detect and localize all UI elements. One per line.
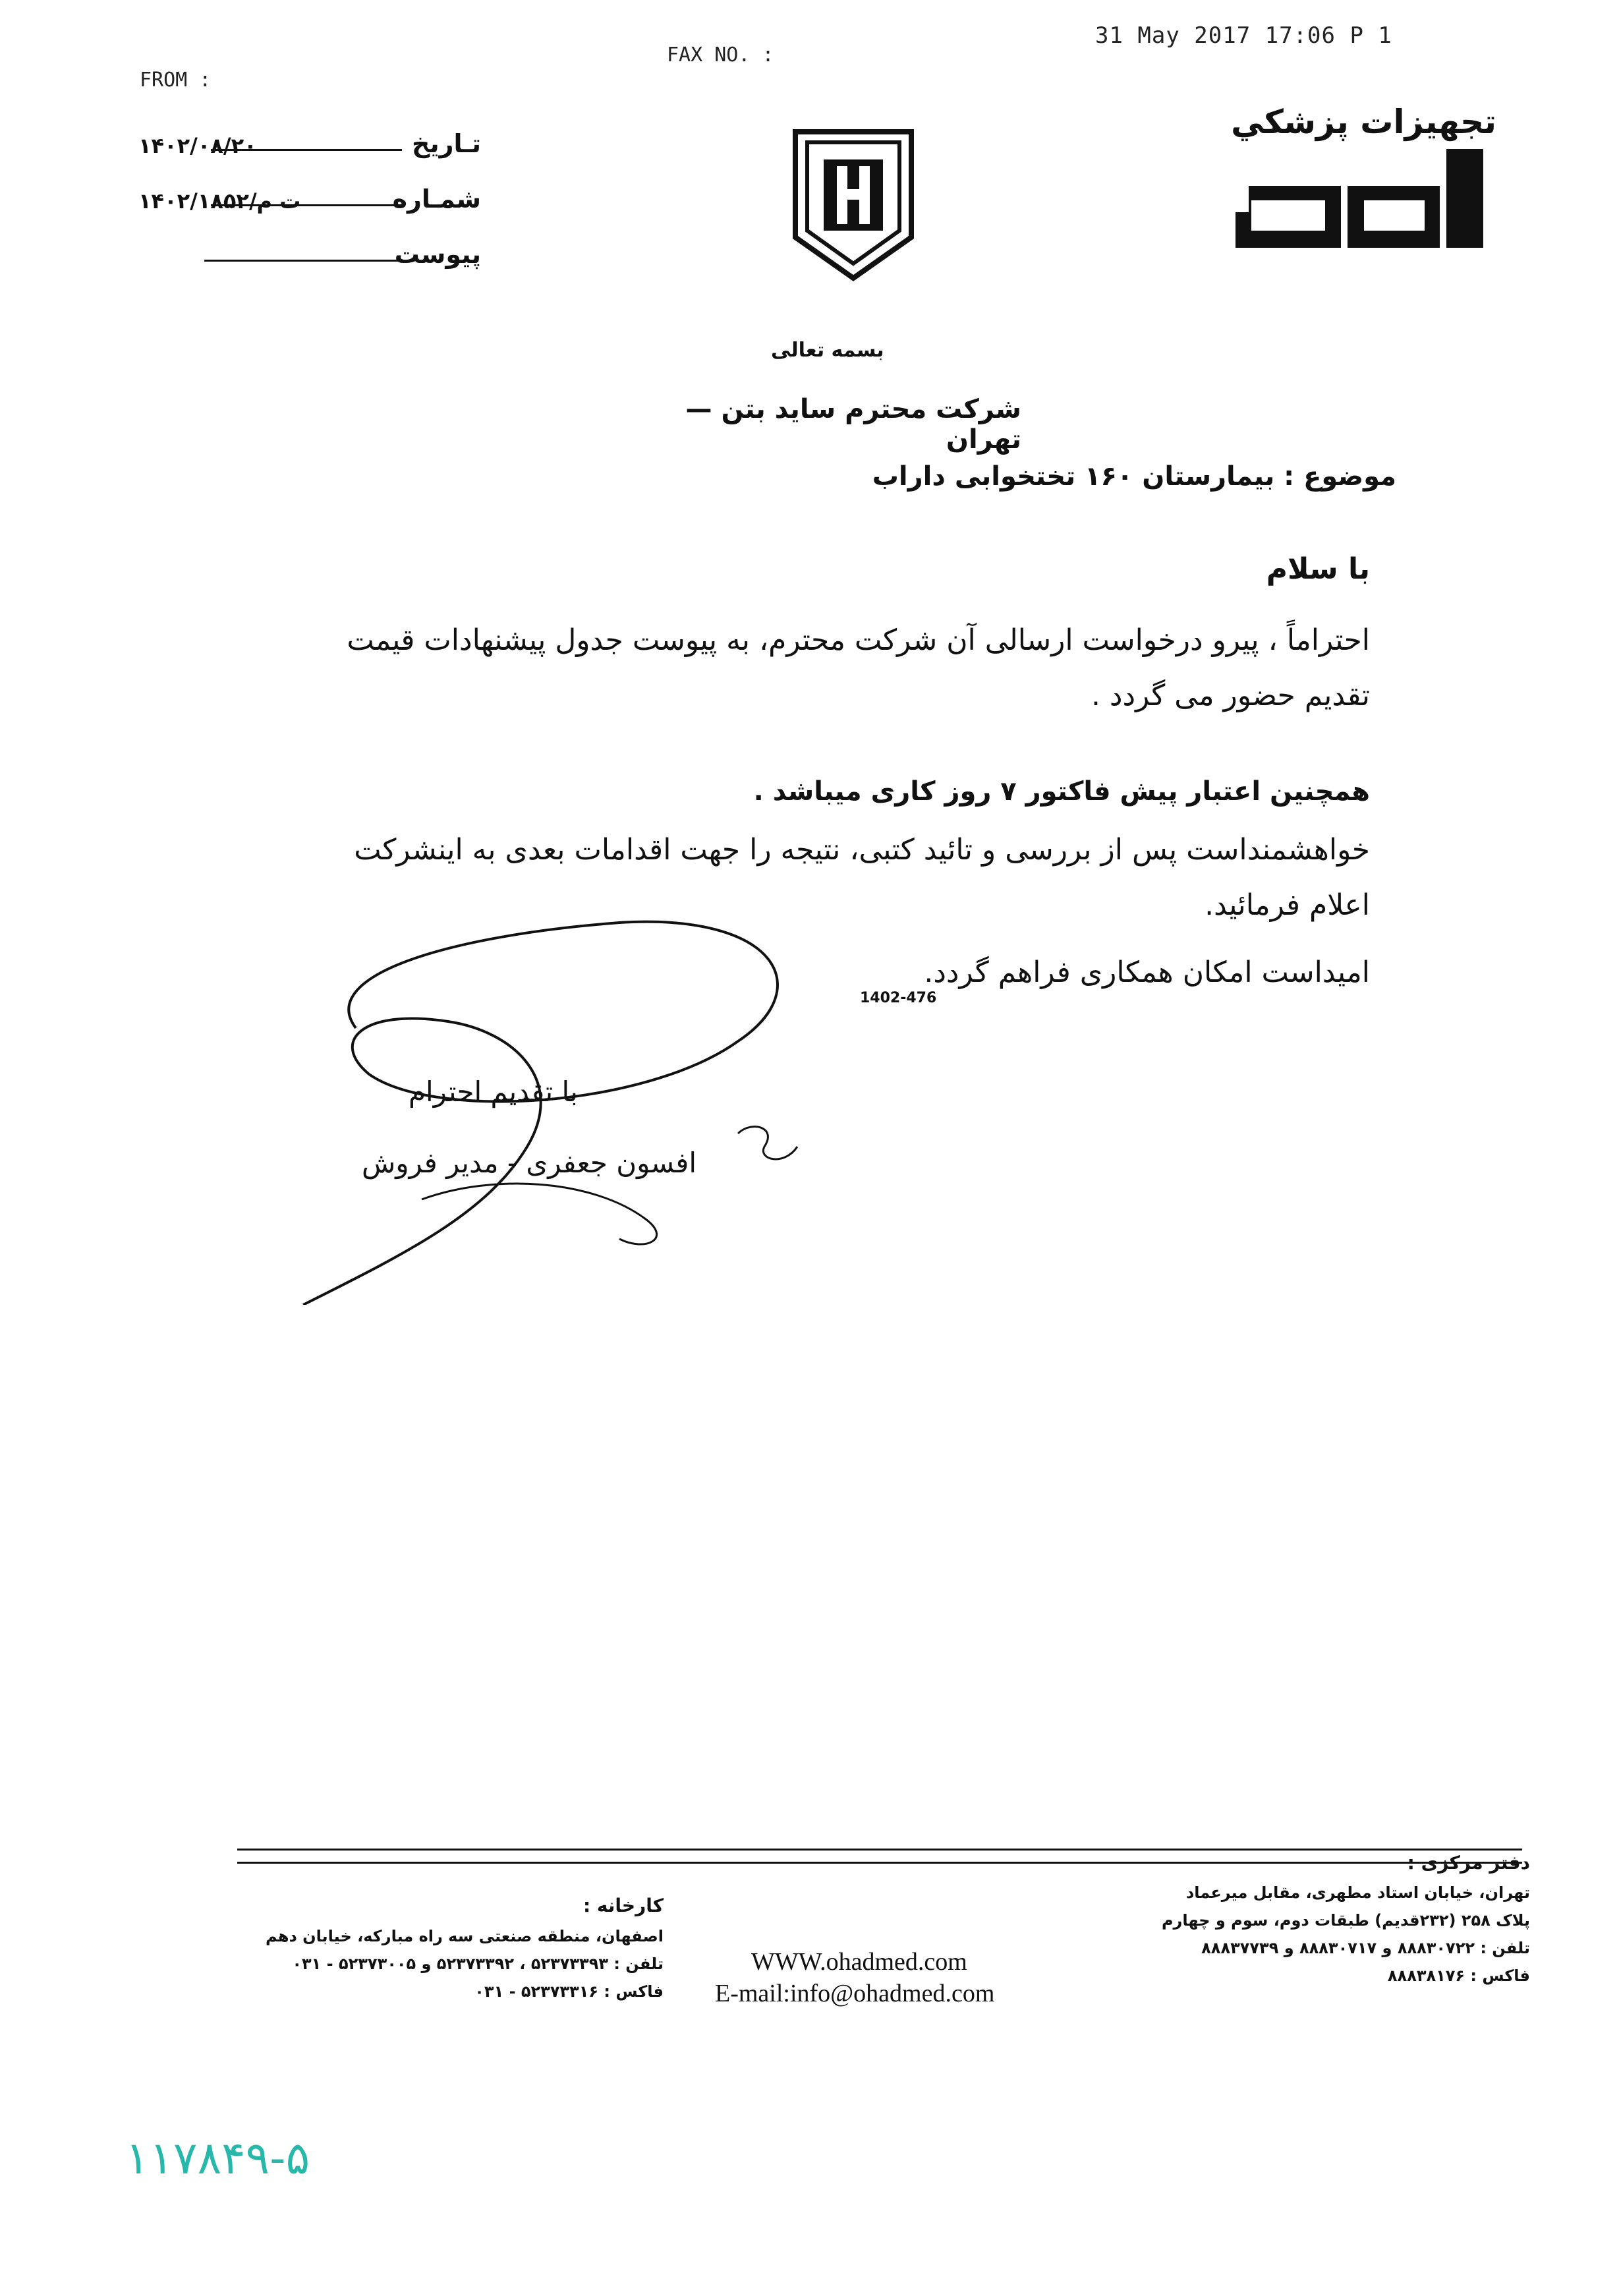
hq-fax: فاكس : ۸۸۸۳۸۱۷۶: [1387, 1966, 1530, 1985]
paragraph-price-offer: احتراماً ، پيرو درخواست ارسالى آن شركت محترم، به پيوست جدول پيشنهادات قيمت تقديم حضور مى گردد .: [347, 623, 1370, 712]
greeting: با سلام: [1266, 552, 1370, 586]
closing-hope-line: اميداست امكان همكارى فراهم گردد.: [924, 956, 1370, 989]
paragraph-request-confirmation: خواهشمنداست پس از بررسى و تائيد كتبى، نتيجه را جهت اقدامات بعدى به اينشركت اعلام فرمائيد.: [354, 833, 1370, 922]
attachment-label: پيوست: [394, 240, 481, 269]
factory-phone: تلفن : ۵۲۳۷۳۳۹۳ ، ۵۲۳۷۳۳۹۲ و ۵۲۳۷۳۰۰۵ - ۰۳۱: [292, 1955, 664, 1973]
email-address: E-mail:info@ohadmed.com: [715, 1980, 995, 2007]
closing-regards: با تقديم احترام: [409, 1076, 578, 1108]
hospital-h-logo: [787, 125, 919, 283]
hq-address: تهران، خيابان استاد مطهرى، مقابل ميرعماد: [1185, 1883, 1530, 1902]
hq-phone: تلفن : ۸۸۸۳۰۷۲۲ و ۸۸۸۳۰۷۱۷ و ۸۸۸۳۷۷۳۹: [1201, 1939, 1530, 1957]
fax-from-label: FROM :: [140, 69, 212, 92]
attachment-row: [138, 240, 481, 279]
brand-wordmark-logo: [1229, 146, 1492, 252]
hq-title: دفتر مركزى :: [1407, 1852, 1530, 1874]
number-label: شمـاره: [392, 185, 481, 214]
hq-plaque: پلاک ۲۵۸ (۲۳۲قديم) طبقات دوم، سوم و چهارم: [1161, 1911, 1530, 1930]
footer-divider: [237, 1849, 1522, 1851]
fax-timestamp: 31 May 2017 17:06 P 1: [1095, 22, 1392, 49]
factory-fax: فاكس : ۵۲۳۷۳۳۱۶ - ۰۳۱: [474, 1982, 664, 2001]
archive-number-handwritten: ۱۱۷۸۴۹-۵: [125, 2133, 310, 2185]
fax-number-label: FAX NO. :: [667, 43, 774, 67]
footer-divider: [237, 1862, 1522, 1864]
date-value: ۱۴۰۲/۰۸/۲۰: [138, 133, 257, 158]
basmala: بسمه تعالى: [771, 339, 884, 362]
number-value: ۱۴۰۲/ت م/۱۸۵۲: [138, 188, 301, 214]
date-label: تـاريخ: [411, 129, 481, 158]
recipient-line: شركت محترم سايد بتن — تهران: [685, 394, 1021, 455]
brand-tagline: تجهيزات پزشكي: [1231, 103, 1496, 141]
subject-line: موضوع : بيمارستان ۱۶۰ تختخوابى داراب: [872, 461, 1396, 492]
date-row: [138, 129, 481, 169]
reference-code: 1402-476: [860, 990, 937, 1006]
factory-address: اصفهان، منطقه صنعتى سه راه مباركه، خيابان دهم: [266, 1927, 664, 1945]
factory-title: كارخانه :: [582, 1895, 664, 1916]
website-address: WWW.ohadmed.com: [751, 1948, 967, 1976]
signer-name-title: افسون جعفرى - مدير فروش: [361, 1147, 696, 1179]
number-row: [138, 185, 481, 224]
validity-note: همچنين اعتبار پيش فاكتور ۷ روز كارى ميباشد .: [753, 776, 1370, 807]
attachment-line: [204, 260, 402, 262]
